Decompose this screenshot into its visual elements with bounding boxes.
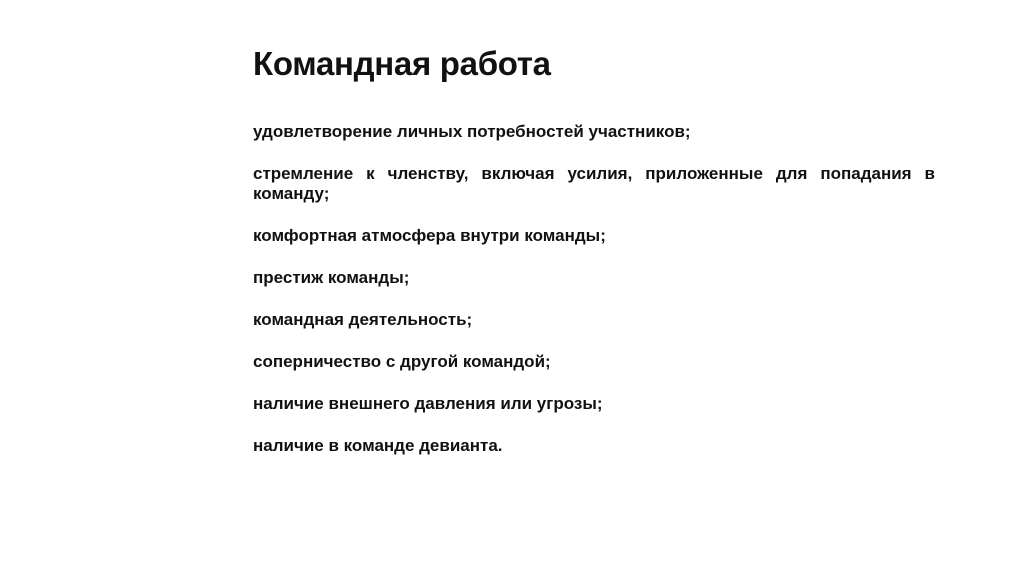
list-item: командная деятельность; (253, 310, 473, 329)
list-item: престиж команды; (253, 268, 410, 287)
bullet-list (253, 122, 935, 478)
list-item: наличие внешнего давления или угрозы; (253, 394, 603, 413)
list-item: комфортная атмосфера внутри команды; (253, 226, 606, 245)
list-item: соперничество с другой командой; (253, 352, 551, 371)
slide-title: Командная работа (253, 45, 551, 82)
list-item: наличие в команде девианта. (253, 436, 503, 455)
list-item: удовлетворение личных потребностей участников; (253, 122, 691, 141)
list-item: стремление к членству, включая усилия, приложенные для попадания в команду; (253, 164, 935, 203)
